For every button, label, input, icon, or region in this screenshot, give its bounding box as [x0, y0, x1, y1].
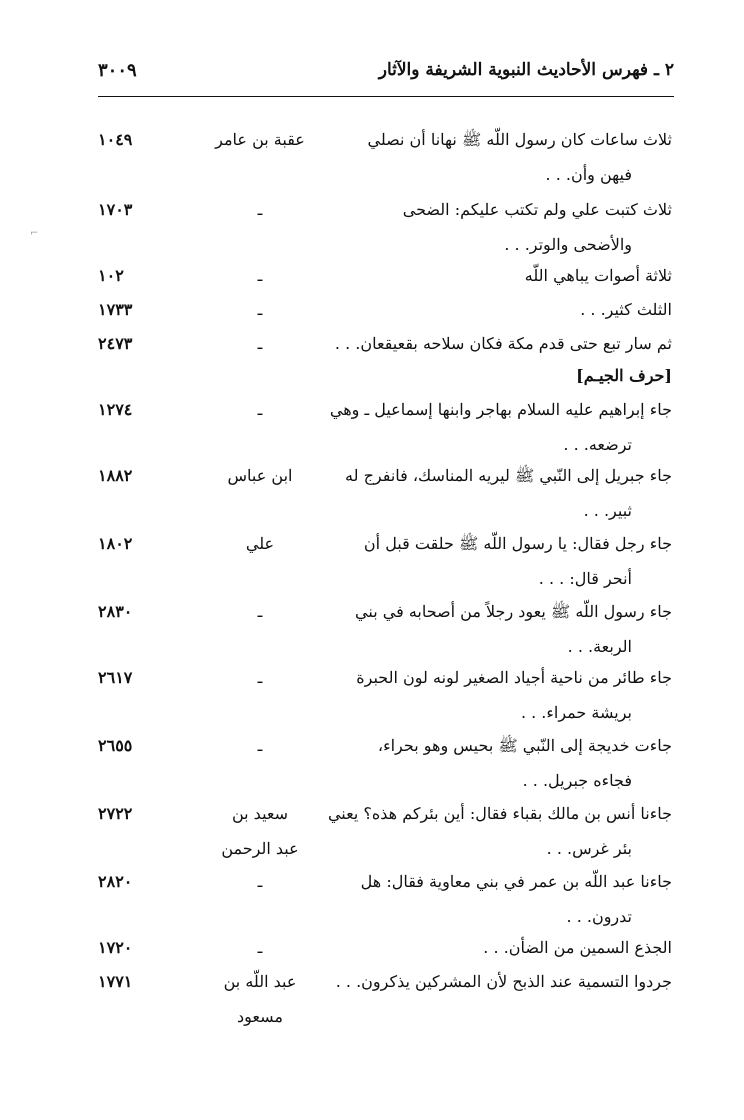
narrator — [208, 526, 312, 561]
narrator-line1: ابن عباس — [227, 466, 293, 485]
narrator-line1: ـ — [257, 938, 263, 957]
hadith-text — [327, 796, 672, 866]
narrator-line1: ـ — [257, 872, 263, 891]
narrator — [208, 796, 312, 866]
hadith-text-line2: فجاءه جبريل. . . — [522, 771, 632, 790]
hadith-text-line1: جاءت خديجة إلى النّبي ﷺ بحيس وهو بحراء، — [377, 736, 672, 755]
hadith-text-line1: جاء رجل فقال: يا رسول اللّه ﷺ حلقت قبل أن — [363, 534, 672, 553]
hadith-text-line2: بئر غرس. . . — [546, 839, 632, 858]
hadith-text-line1: الثلث كثير. . . — [580, 300, 672, 319]
hadith-text-line1: ثلاث كتبت علي ولم تكتب عليكم: الضحى — [402, 200, 672, 219]
hadith-text — [332, 864, 672, 934]
hadith-number: ٢٦٥٥ — [98, 736, 133, 755]
hadith-text-line1: ثلاث ساعات كان رسول اللّه ﷺ نهانا أن نصلي — [367, 130, 672, 149]
narrator-line1: عقبة بن عامر — [215, 130, 305, 149]
hadith-text-line1: جاء جبريل إلى النّبي ﷺ ليريه المناسك، فانفرج له — [345, 466, 672, 485]
hadith-text-line1: ثم سار تبع حتى قدم مكة فكان سلاحه بقعيقعان. . . — [334, 334, 672, 353]
hadith-text-line1: جاءنا أنس بن مالك بقباء فقال: أين بئركم هذه؟ يعني — [327, 804, 672, 823]
narrator — [208, 930, 312, 965]
narrator-line2: مسعود — [237, 1007, 283, 1026]
hadith-text-line2: ثبير. . . — [583, 501, 632, 520]
narrator — [208, 392, 312, 427]
hadith-text — [332, 728, 672, 798]
hadith-text-line1: جاء إبراهيم عليه السلام بهاجر وابنها إسماعيل ـ وهي — [329, 400, 672, 419]
header-title: ٢ ـ فهرس الأحاديث النبوية الشريفة والآثار — [378, 60, 674, 80]
narrator-line1: ـ — [257, 400, 263, 419]
hadith-number: ١٧٣٣ — [98, 300, 133, 319]
hadith-text-line1: جردوا التسمية عند الذبح لأن المشركين يذكرون. . . — [335, 972, 672, 991]
hadith-number: ٢٨٣٠ — [98, 602, 133, 621]
narrator-line1: ـ — [257, 736, 263, 755]
hadith-number: ٢٤٧٣ — [98, 334, 133, 353]
hadith-text-line1: جاء رسول اللّه ﷺ يعود رجلاً من أصحابه في بني — [355, 602, 672, 621]
narrator-line1: ـ — [257, 200, 263, 219]
hadith-text — [332, 458, 672, 528]
hadith-text — [332, 192, 672, 262]
hadith-text-line2: بريشة حمراء. . . — [520, 703, 632, 722]
hadith-number: ١٠٢ — [98, 266, 124, 285]
narrator-line1: ـ — [257, 334, 263, 353]
hadith-number: ١٨٠٢ — [98, 534, 133, 553]
hadith-number: ١٨٨٢ — [98, 466, 133, 485]
narrator — [208, 122, 312, 157]
hadith-text — [332, 964, 672, 999]
hadith-text-line2: ترضعه. . . — [563, 435, 632, 454]
hadith-text-line1: جاء طائر من ناحية أجياد الصغير لونه لون الحبرة — [356, 668, 672, 687]
page-number: ٣٠٠٩ — [98, 60, 137, 81]
hadith-text — [332, 594, 672, 664]
hadith-text-line2: أنحر قال: . . . — [538, 569, 632, 588]
hadith-text-line1: جاءنا عبد اللّه بن عمر في بني معاوية فقال: هل — [360, 872, 672, 891]
hadith-number: ١٢٧٤ — [98, 400, 133, 419]
narrator-line1: ـ — [257, 668, 263, 687]
narrator-line2: عبد الرحمن — [221, 839, 299, 858]
hadith-number: ٢٦١٧ — [98, 668, 133, 687]
narrator-line1: علي — [245, 534, 275, 553]
narrator — [208, 292, 312, 327]
narrator — [208, 728, 312, 763]
hadith-number: ١٠٤٩ — [98, 130, 133, 149]
narrator-line1: ـ — [257, 300, 263, 319]
narrator — [208, 594, 312, 629]
hadith-text — [332, 258, 672, 293]
hadith-number: ١٧٧١ — [98, 972, 133, 991]
hadith-text — [332, 122, 672, 192]
hadith-text-line1: الجذع السمين من الضأن. . . — [483, 938, 672, 957]
hadith-number: ٢٨٢٠ — [98, 872, 133, 891]
narrator — [208, 326, 312, 361]
hadith-number: ١٧٠٣ — [98, 200, 133, 219]
hadith-text-line2: الربعة. . . — [567, 637, 632, 656]
hadith-text — [329, 392, 672, 462]
hadith-number: ٢٧٢٢ — [98, 804, 133, 823]
narrator-line1: ـ — [257, 266, 263, 285]
narrator — [208, 458, 312, 493]
hadith-text-line2: تدرون. . . — [566, 907, 632, 926]
hadith-text — [332, 292, 672, 327]
hadith-number: ١٧٢٠ — [98, 938, 133, 957]
narrator — [208, 258, 312, 293]
hadith-text — [332, 930, 672, 965]
margin-mark: ⌐ — [30, 228, 39, 239]
narrator-line1: ـ — [257, 602, 263, 621]
hadith-text-line2: والأضحى والوتر. . . — [504, 235, 632, 254]
narrator — [208, 964, 312, 1034]
hadith-text — [332, 326, 672, 361]
hadith-text — [332, 526, 672, 596]
narrator — [208, 864, 312, 899]
hadith-text-line1: ثلاثة أصوات يباهي اللّه — [524, 266, 672, 285]
narrator — [208, 660, 312, 695]
section-heading: [حرف الجيـم] — [576, 366, 672, 385]
narrator — [208, 192, 312, 227]
narrator-line1: عبد اللّه بن — [223, 972, 297, 991]
narrator-line1: سعيد بن — [231, 804, 289, 823]
hadith-text — [332, 660, 672, 730]
hadith-text-line2: فيهن وأن. . . — [545, 165, 632, 184]
